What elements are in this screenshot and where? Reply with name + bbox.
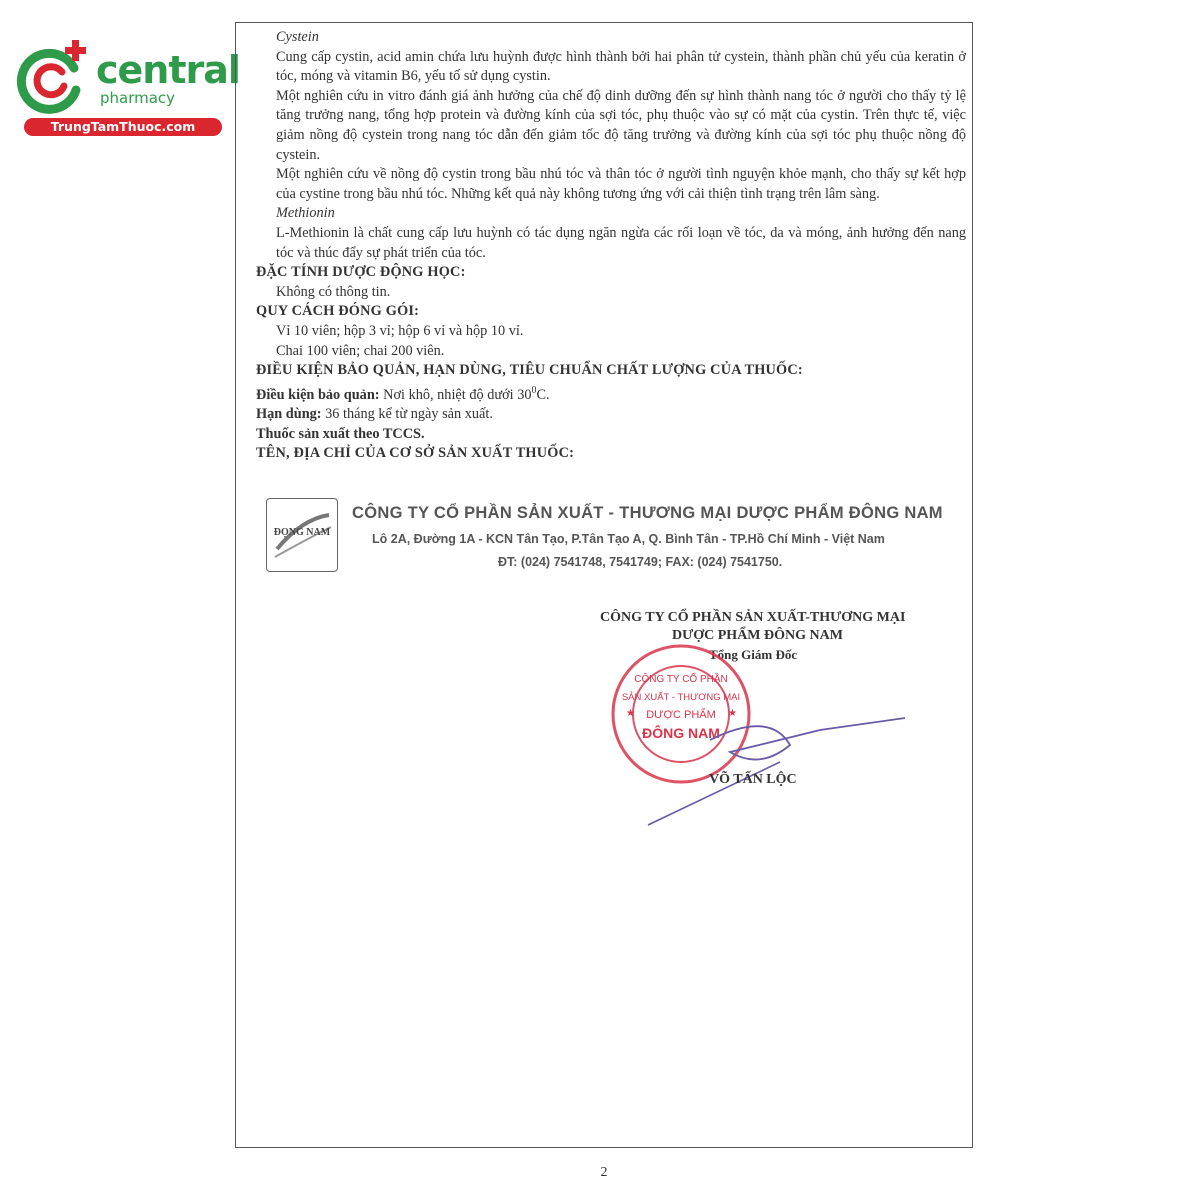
page-number: 2 bbox=[600, 1165, 608, 1180]
signer-name: VÕ TẤN LỘC bbox=[709, 772, 797, 787]
signature-company-line-1: CÔNG TY CỔ PHẦN SẢN XUẤT-THƯƠNG MẠI bbox=[600, 610, 906, 625]
expiry-text: 36 tháng kể từ ngày sản xuất. bbox=[321, 406, 493, 423]
document-body bbox=[256, 28, 966, 464]
packaging-line-1: Vỉ 10 viên; hộp 3 vỉ; hộp 6 vỉ và hộp 10 vỉ. bbox=[276, 322, 524, 339]
cystein-paragraph-1: Cung cấp cystin, acid amin chứa lưu huỳnh được hình thành bởi hai phân tử cystein, thành phần chủ yếu của keratin ở tóc, móng và vitamin B6, yếu tố sử dụng cystin. bbox=[276, 48, 966, 85]
brand-url: TrungTamThuoc.com bbox=[24, 118, 222, 136]
storage-degree: 0 bbox=[531, 384, 537, 396]
storage-unit: C. bbox=[536, 386, 550, 403]
storage-label: Điều kiện bảo quản: bbox=[256, 386, 380, 403]
expiry-label: Hạn dùng: bbox=[256, 406, 322, 423]
handwritten-signature bbox=[640, 700, 920, 840]
stamp-line-1: CÔNG TY CỔ PHẦN bbox=[634, 674, 728, 685]
cystein-paragraph-3: Một nghiên cứu về nồng độ cystin trong bầu nhú tóc và thân tóc ở người tình nguyện khỏe mạnh, cho thấy sự kết hợp của cystine trong bầu nhú tóc. Những kết quả này không tương ứng với cải thiện tình trạng trên lâm sàng. bbox=[276, 166, 966, 202]
expiry-line bbox=[256, 405, 966, 425]
company-name: CÔNG TY CỔ PHẦN SẢN XUẤT - THƯƠNG MẠI DƯỢC PHẨM ĐÔNG NAM bbox=[352, 504, 943, 522]
pharmacokinetics-heading: ĐẶC TÍNH DƯỢC ĐỘNG HỌC: bbox=[256, 264, 466, 281]
company-address: Lô 2A, Đường 1A - KCN Tân Tạo, P.Tân Tạo A, Q. Bình Tân - TP.Hồ Chí Minh - Việt Nam bbox=[372, 532, 885, 546]
methionin-title: Methionin bbox=[276, 205, 335, 222]
svg-text:★: ★ bbox=[728, 708, 737, 719]
pharmacokinetics-text: Không có thông tin. bbox=[276, 283, 391, 300]
stamp-line-2: SẢN XUẤT - THƯƠNG MẠI bbox=[621, 692, 741, 703]
storage-heading: ĐIỀU KIỆN BẢO QUẢN, HẠN DÙNG, TIÊU CHUẨN CHẤT LƯỢNG CỦA THUỐC: bbox=[256, 362, 803, 379]
brand-name: central bbox=[96, 48, 240, 92]
quality-standard: Thuốc sản xuất theo TCCS. bbox=[256, 425, 425, 442]
company-block bbox=[266, 498, 986, 578]
packaging-heading: QUY CÁCH ĐÓNG GÓI: bbox=[256, 303, 420, 320]
manufacturer-heading: TÊN, ĐỊA CHỈ CỦA CƠ SỞ SẢN XUẤT THUỐC: bbox=[256, 445, 575, 462]
storage-text: Nơi khô, nhiệt độ dưới 30 bbox=[379, 386, 532, 403]
storage-line bbox=[256, 381, 966, 405]
signature-company-line-2: DƯỢC PHẨM ĐÔNG NAM bbox=[672, 628, 843, 643]
methionin-paragraph: L-Methionin là chất cung cấp lưu huỳnh có tác dụng ngăn ngừa các rối loạn về tóc, da và móng, ảnh hưởng đến nang tóc và thúc đẩy sự phát triển của tóc. bbox=[276, 224, 966, 261]
central-pharmacy-watermark bbox=[12, 38, 240, 138]
packaging-line-2: Chai 100 viên; chai 200 viên. bbox=[276, 342, 445, 359]
svg-text:★: ★ bbox=[626, 708, 635, 719]
dong-nam-logo bbox=[266, 498, 338, 572]
signature-title: Tổng Giám Đốc bbox=[709, 647, 798, 662]
company-phone-fax: ĐT: (024) 7541748, 7541749; FAX: (024) 7541750. bbox=[498, 555, 783, 569]
cystein-paragraph-2: Một nghiên cứu in vitro đánh giá ảnh hưởng của chế độ dinh dưỡng đến sự hình thành nang tóc ở người cho thấy tỷ lệ tăng trưởng nang, tổng hợp protein và đường kính của sợi tóc, phụ thuộc vào sự có mặt của cystin. Trên thực tế, việc giảm nồng độ cystein trong nang tóc dẫn đến giảm tốc độ tăng trưởng và đường kính của sợi tóc phụ thuộc nồng độ cystein. bbox=[276, 87, 966, 163]
dong-nam-logo-text: ĐỌNG NAM bbox=[273, 527, 331, 538]
central-pharmacy-logo-icon bbox=[12, 38, 92, 118]
cystein-title: Cystein bbox=[276, 29, 319, 45]
brand-subtitle: pharmacy bbox=[100, 89, 176, 107]
stamp-line-4: ĐÔNG NAM bbox=[642, 725, 720, 741]
stamp-line-3: DƯỢC PHẨM bbox=[646, 709, 716, 721]
